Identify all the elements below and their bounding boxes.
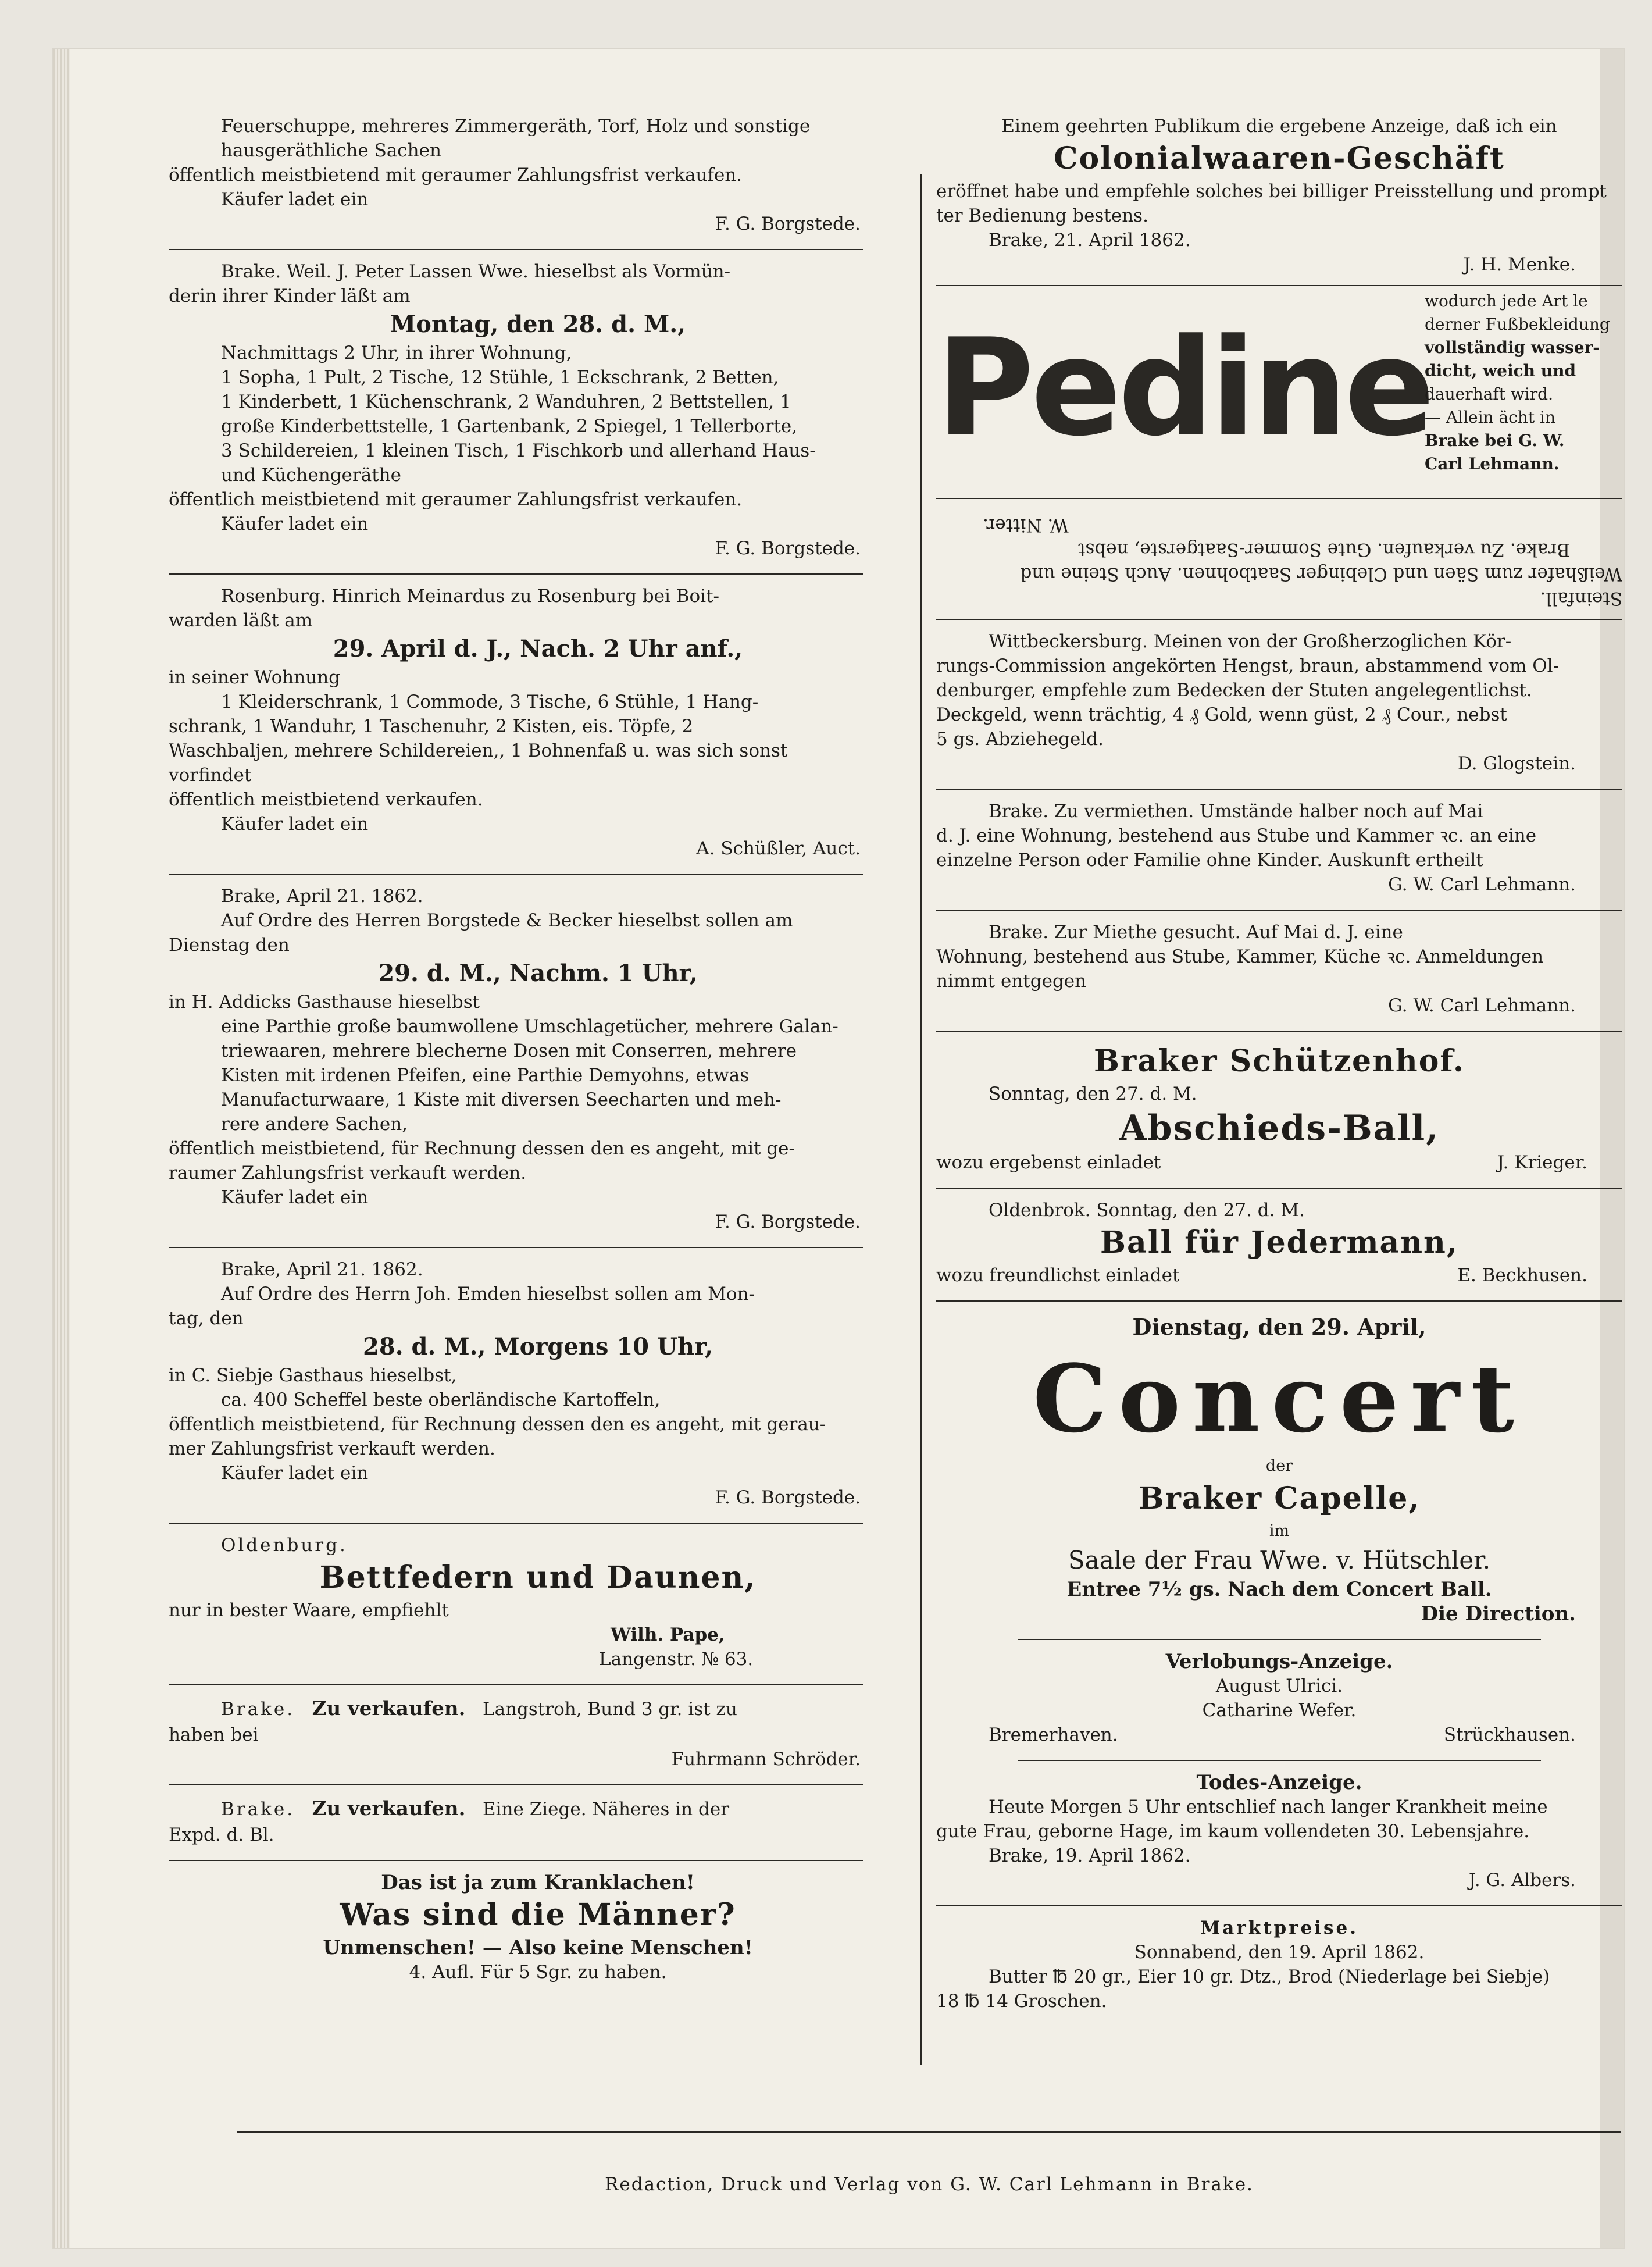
ad-separator [936, 910, 1622, 911]
ad-line: eröffnet habe und empfehle solches bei billiger Preisstellung und prompt [936, 181, 1607, 202]
ad-place: Oldenburg. [221, 1535, 348, 1556]
ad-headline: 29. April d. J., Nach. 2 Uhr anf., [333, 635, 743, 662]
ad-line: Käufer ladet ein [221, 1463, 369, 1484]
ad-line: ca. 400 Scheffel beste oberländische Kartoffeln, [221, 1389, 661, 1410]
ad-line: Kisten mit irdenen Pfeifen, eine Parthie Demyohns, etwas [221, 1065, 750, 1086]
ad-line: dauerhaft wird. [1425, 384, 1553, 404]
ad-signature: E. Beckhusen. [1457, 1265, 1587, 1286]
ad-separator [169, 1784, 863, 1785]
ad-miethe-gesucht [936, 917, 1622, 1026]
ad-line: August Ulrici. [1215, 1676, 1343, 1696]
ad-line: Wittbeckersburg. Meinen von der Großherzoglichen Kör- [989, 631, 1512, 652]
ad-line: Brake, April 21. 1862. [221, 1259, 423, 1280]
ad-line: derner Fußbekleidung [1425, 315, 1610, 334]
ad-auction-feuerschuppe [169, 111, 907, 244]
ad-line: öffentlich meistbietend mit geraumer Zahlungsfrist verkaufen. [169, 489, 743, 510]
ad-line: Brake. Zur Miethe gesucht. Auf Mai d. J. eine [989, 922, 1403, 943]
ad-line: gute Frau, geborne Hage, im kaum vollendeten 30. Lebensjahre. [936, 1821, 1530, 1842]
ad-line: raumer Zahlungsfrist verkauft werden. [169, 1163, 527, 1184]
ad-signature: G. W. Carl Lehmann. [1388, 874, 1576, 895]
ad-signature: J. G. Albers. [1468, 1870, 1576, 1891]
ad-line: dicht, weich und [1425, 361, 1576, 380]
ad-line: rere andere Sachen, [221, 1114, 408, 1135]
ad-title: Zu verkaufen. [312, 1697, 466, 1720]
ad-line: Brake, 21. April 1862. [989, 230, 1191, 251]
ad-line: Sonntag, den 27. d. M. [989, 1083, 1197, 1104]
ad-line: Käufer ladet ein [221, 189, 369, 210]
ad-maenner-book [169, 1867, 907, 1992]
ad-line: Unmenschen! — Also keine Menschen! [323, 1936, 753, 1959]
ad-line: Expd. d. Bl. [169, 1824, 274, 1845]
column-divider [920, 174, 922, 2065]
ad-title: Marktpreise. [1200, 1917, 1358, 1938]
ad-line: Rosenburg. Hinrich Meinardus zu Rosenburg bei Boit- [221, 586, 720, 607]
ad-line: wozu ergebenst einladet [936, 1152, 1161, 1173]
ad-signature: D. Glogstein. [1457, 753, 1576, 774]
ad-inverted-saatgerste [936, 505, 1622, 614]
ad-line: wodurch jede Art le [1425, 291, 1588, 311]
ad-line: Eine Ziege. Näheres in der [483, 1799, 730, 1820]
ad-headline: Colonialwaaren-Geschäft [1054, 141, 1505, 176]
ad-separator [169, 1523, 863, 1524]
ad-headline: Concert [1033, 1344, 1526, 1453]
ad-line: Carl Lehmann. [1425, 454, 1560, 473]
ad-line: Käufer ladet ein [221, 814, 369, 835]
ad-separator [1018, 1760, 1541, 1761]
ad-line: nur in bester Waare, empfiehlt [169, 1600, 449, 1621]
ad-line: Saale der Frau Wwe. v. Hütschler. [1068, 1546, 1491, 1574]
ad-line: denburger, empfehle zum Bedecken der Stuten angelegentlichst. [936, 680, 1532, 701]
ad-line: mer Zahlungsfrist verkauft werden. [169, 1438, 495, 1459]
ad-signature: F. G. Borgstede. [715, 538, 861, 559]
ad-line: 1 Kinderbett, 1 Küchenschrank, 2 Wanduhren, 2 Bettstellen, 1 [221, 391, 791, 412]
ad-line: Waschbaljen, mehrere Schildereien,, 1 Bohnenfaß u. was sich sonst [169, 740, 788, 761]
ad-headline: Bettfedern und Daunen, [319, 1560, 757, 1595]
pedine-description [1425, 290, 1622, 476]
ad-line: Deckgeld, wenn trächtig, 4 ₰ Gold, wenn güst, 2 ₰ Cour., nebst [936, 704, 1507, 725]
ad-line: — Allein ächt in [1425, 408, 1556, 427]
ad-line: Weißhafer zum Säen und Clebinger Saatbohnen. Auch Steine und [1020, 564, 1622, 584]
ad-line: Auf Ordre des Herrn Joh. Emden hieselbst sollen am Mon- [221, 1284, 755, 1304]
ad-line: Manufacturwaare, 1 Kiste mit diversen Seecharten und meh- [221, 1089, 782, 1110]
ad-signature: Wilh. Pape, [611, 1624, 725, 1645]
ad-place: Brake. [221, 1799, 295, 1820]
ad-headline: Braker Capelle, [1138, 1481, 1421, 1516]
ad-verlobung [936, 1646, 1622, 1755]
ad-line: rungs-Commission angekörten Hengst, braun, abstammend vom Ol- [936, 655, 1560, 676]
ad-line: triewaaren, mehrere blecherne Dosen mit Conserren, mehrere [221, 1040, 797, 1061]
ad-line: Brake, 19. April 1862. [989, 1845, 1191, 1866]
ad-line: Das ist ja zum Kranklachen! [381, 1871, 695, 1894]
ad-hengst [936, 626, 1622, 784]
right-column [936, 111, 1622, 2022]
ad-line: große Kinderbettstelle, 1 Gartenbank, 2 Spiegel, 1 Tellerborte, [221, 416, 798, 437]
ad-line: öffentlich meistbietend verkaufen. [169, 789, 483, 810]
ad-place: Brake. [221, 1699, 295, 1720]
ad-title: Verlobungs-Anzeige. [1165, 1650, 1393, 1673]
ad-line: Catharine Wefer. [1202, 1700, 1357, 1721]
ad-separator [169, 874, 863, 875]
footer-rule [237, 2131, 1621, 2133]
ad-line: Bremerhaven. [989, 1724, 1118, 1745]
ad-headline: Ball für Jedermann, [1100, 1225, 1458, 1260]
ad-line: Butter ℔ 20 gr., Eier 10 gr. Dtz., Brod (Niederlage bei Siebje) [989, 1966, 1550, 1987]
ad-separator [169, 1860, 863, 1861]
ad-line: Käufer ladet ein [221, 1187, 369, 1208]
left-column [169, 111, 907, 1992]
ad-headline: 29. d. M., Nachm. 1 Uhr, [378, 960, 698, 987]
ad-title: Todes-Anzeige. [1196, 1771, 1362, 1794]
ad-separator [936, 498, 1622, 499]
ad-auction-lassen [169, 256, 907, 569]
ad-title: Zu verkaufen. [312, 1797, 466, 1820]
ad-line: d. J. eine Wohnung, bestehend aus Stube und Kammer ꝛc. an eine [936, 825, 1537, 846]
ad-signature: W. Nitter. [983, 515, 1069, 536]
ad-separator [936, 789, 1622, 790]
page-edge-left [53, 49, 70, 2248]
ad-line: Heute Morgen 5 Uhr entschlief nach langer Krankheit meine [989, 1797, 1548, 1817]
ad-line: Entree 7½ gs. Nach dem Concert Ball. [1066, 1578, 1492, 1601]
ad-oldenbrok-ball [936, 1195, 1622, 1296]
ad-separator [169, 573, 863, 575]
ad-line: Käufer ladet ein [221, 514, 369, 534]
ad-bettfedern [169, 1530, 907, 1680]
ad-marktpreise [936, 1912, 1622, 2022]
ad-line: Wohnung, bestehend aus Stube, Kammer, Küche ꝛc. Anmeldungen [936, 946, 1544, 967]
ad-separator [169, 1247, 863, 1248]
ad-line: 4. Aufl. Für 5 Sgr. zu haben. [409, 1962, 667, 1983]
ad-line: nimmt entgegen [936, 971, 1087, 992]
ad-line: öffentlich meistbietend, für Rechnung dessen den es angeht, mit ge- [169, 1138, 795, 1159]
ad-vermiethen [936, 796, 1622, 905]
ad-line: wozu freundlichst einladet [936, 1265, 1180, 1286]
ad-line: Brake. Zu vermiethen. Umstände halber noch auf Mai [989, 801, 1483, 822]
ad-line: Feuerschuppe, mehreres Zimmergeräth, Torf, Holz und sonstige [221, 116, 811, 137]
ad-separator [936, 1300, 1622, 1302]
ad-signature: J. Krieger. [1497, 1152, 1587, 1173]
ad-signature: G. W. Carl Lehmann. [1388, 995, 1576, 1016]
ad-headline: 28. d. M., Morgens 10 Uhr, [362, 1333, 713, 1360]
ad-line: eine Parthie große baumwollene Umschlagetücher, mehrere Galan- [221, 1016, 839, 1037]
ad-line: in C. Siebje Gasthaus hieselbst, [169, 1365, 457, 1386]
imprint-footer: Redaction, Druck und Verlag von G. W. Carl Lehmann in Brake. [605, 2174, 1254, 2195]
ad-line: Dienstag, den 29. April, [1132, 1314, 1426, 1340]
ad-line: Auf Ordre des Herren Borgstede & Becker hieselbst sollen am [221, 910, 793, 931]
ad-line: in H. Addicks Gasthause hieselbst [169, 992, 480, 1013]
ad-separator [936, 619, 1622, 620]
ad-line: Nachmittags 2 Uhr, in ihrer Wohnung, [221, 343, 572, 363]
ad-line: Brake. Zu verkaufen. Gute Sommer-Saatgerste, nebst [1077, 539, 1570, 560]
ad-line: Einem geehrten Publikum die ergebene Anzeige, daß ich ein [1001, 116, 1557, 137]
ad-headline: Abschieds-Ball, [1119, 1108, 1440, 1149]
ad-line: Dienstag den [169, 935, 290, 956]
ad-line: einzelne Person oder Familie ohne Kinder. Auskunft ertheilt [936, 850, 1483, 871]
ad-line: schrank, 1 Wanduhr, 1 Taschenuhr, 2 Kisten, eis. Töpfe, 2 [169, 716, 694, 737]
ad-todes [936, 1767, 1622, 1901]
ad-line: Brake bei G. W. [1425, 431, 1565, 450]
ad-auction-emden [169, 1254, 907, 1518]
ad-signature: F. G. Borgstede. [715, 1211, 861, 1232]
ad-line: im [1269, 1522, 1290, 1540]
ad-line: 18 ℔ 14 Groschen. [936, 1991, 1107, 2012]
ad-ziege [169, 1791, 907, 1855]
ad-separator [936, 285, 1622, 286]
ad-line: und Küchengeräthe [221, 465, 401, 486]
ad-line: tag, den [169, 1308, 244, 1329]
ad-colonialwaaren [936, 111, 1622, 285]
ad-line: 1 Sopha, 1 Pult, 2 Tische, 12 Stühle, 1 Eckschrank, 2 Betten, [221, 367, 779, 388]
ad-headline: Montag, den 28. d. M., [390, 311, 686, 338]
ad-separator [169, 1684, 863, 1685]
ad-line: Sonnabend, den 19. April 1862. [1134, 1942, 1425, 1963]
ad-auction-borgstede-becker [169, 881, 907, 1242]
ad-line: 5 gs. Abziehegeld. [936, 729, 1104, 750]
ad-line: Langstroh, Bund 3 gr. ist zu [483, 1699, 737, 1720]
ad-auction-meinardus [169, 580, 907, 869]
ad-schuetzenhof [936, 1038, 1622, 1183]
ad-line: vollständig wasser- [1425, 338, 1600, 357]
pedine-wordmark: Pedine [936, 311, 1432, 466]
ad-signature: F. G. Borgstede. [715, 213, 861, 234]
ad-line: ter Bedienung bestens. [936, 205, 1148, 226]
ad-line: Oldenbrok. Sonntag, den 27. d. M. [989, 1200, 1305, 1221]
ad-pedine [936, 290, 1622, 493]
ad-line: Brake. Weil. J. Peter Lassen Wwe. hieselbst als Vormün- [221, 261, 731, 282]
ad-headline: Was sind die Männer? [340, 1897, 736, 1933]
ad-address: Langenstr. № 63. [599, 1649, 754, 1670]
ad-line: vorfindet [169, 765, 252, 786]
ad-line: der [1265, 1457, 1293, 1475]
ad-separator [936, 1905, 1622, 1906]
ad-separator [169, 249, 863, 250]
ad-line: hausgeräthliche Sachen [221, 140, 441, 161]
ad-separator [936, 1188, 1622, 1189]
ad-line: öffentlich meistbietend, für Rechnung dessen den es angeht, mit gerau- [169, 1414, 826, 1435]
ad-line: in seiner Wohnung [169, 667, 341, 688]
ad-line: Brake, April 21. 1862. [221, 886, 423, 907]
ad-line: haben bei [169, 1724, 259, 1745]
ad-signature: J. H. Menke. [1463, 254, 1576, 275]
ad-line: öffentlich meistbietend mit geraumer Zahlungsfrist verkaufen. [169, 165, 743, 186]
ad-line: Strückhausen. [1443, 1724, 1576, 1745]
ad-langstroh [169, 1691, 907, 1780]
ad-line: warden läßt am [169, 610, 313, 631]
ad-signature: Die Direction. [1421, 1602, 1576, 1626]
ad-signature: A. Schüßler, Auct. [696, 838, 861, 859]
ad-line: 3 Schildereien, 1 kleinen Tisch, 1 Fischkorb und allerhand Haus- [221, 440, 816, 461]
ad-separator [936, 1031, 1622, 1032]
ad-concert [936, 1307, 1622, 1634]
ad-line: derin ihrer Kinder läßt am [169, 286, 411, 306]
ad-headline: Braker Schützenhof. [1093, 1043, 1465, 1079]
ad-signature: F. G. Borgstede. [715, 1487, 861, 1508]
ad-signature: Fuhrmann Schröder. [671, 1749, 861, 1770]
ad-line: Steinfall. [1540, 588, 1622, 609]
ad-separator [1018, 1639, 1541, 1640]
ad-line: 1 Kleiderschrank, 1 Commode, 3 Tische, 6 Stühle, 1 Hang- [221, 691, 759, 712]
